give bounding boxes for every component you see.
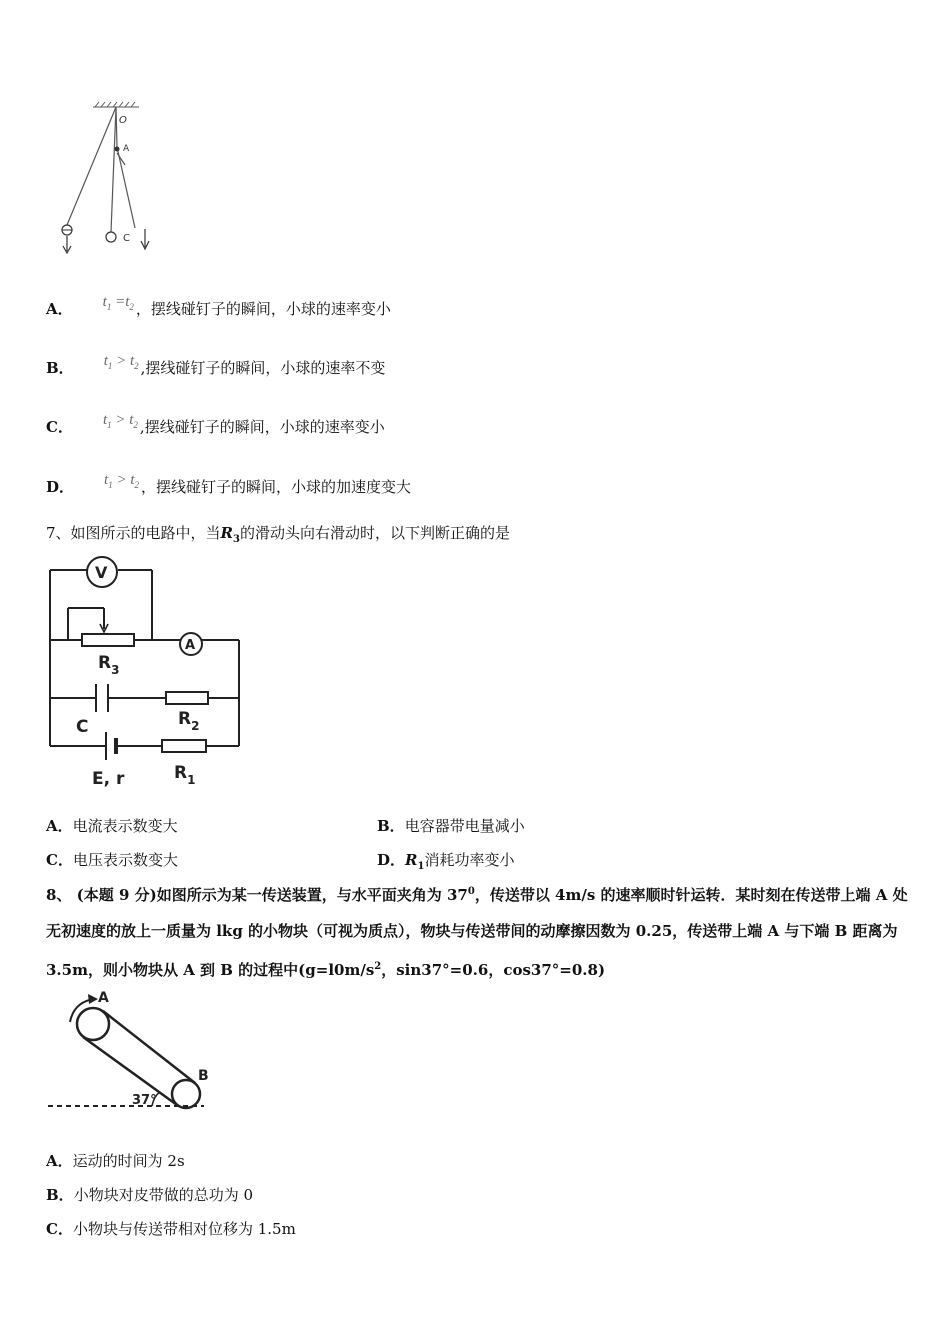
label-angle: 37° bbox=[132, 1093, 157, 1108]
q6-option-c bbox=[46, 412, 385, 438]
label-cap: C bbox=[76, 717, 89, 737]
q6-option-a-text: ，摆线碰钉子的瞬间，小球的速率变小 bbox=[135, 300, 391, 318]
q7-option-b: B．电容器带电量减小 bbox=[377, 817, 525, 835]
label-r2: $R_2$ bbox=[178, 709, 200, 733]
q6-option-a-letter: A． bbox=[46, 300, 73, 318]
q7-question: 7、如图所示的电路中，当$R_3$的滑动头向右滑动时，以下判断正确的是 bbox=[46, 524, 510, 545]
conveyor-figure bbox=[44, 988, 219, 1116]
ammeter-label: A bbox=[185, 638, 196, 653]
q6-option-b bbox=[46, 353, 386, 379]
resistor-r3 bbox=[82, 634, 134, 646]
q8-option-c: C．小物块与传送带相对位移为 1.5m bbox=[46, 1220, 296, 1238]
label-r1: $R_1$ bbox=[174, 763, 196, 787]
q6-option-b-text: ,摆线碰钉子的瞬间，小球的速率不变 bbox=[140, 359, 386, 377]
label-o: O bbox=[119, 115, 127, 126]
q6-option-b-letter: B． bbox=[46, 359, 74, 377]
label-r3: $R_3$ bbox=[98, 653, 120, 677]
q8-question: 8、 (本题 9 分)如图所示为某一传送装置，与水平面夹角为 $37^0$，传送带以 4m/s 的速率顺时针运转．某时刻在传送带上端 A 处无初速度的放上一质量为 lkg 的小物块（可视为质点），物块与传送带间的动摩擦因数为 0.25，传送带上端 A 与下端 B 距离为 3.5m，则小物块从 A 到 B 的过程中($g=l0m/s^2$，sin37°=0.6，cos37°=0.8) bbox=[46, 886, 908, 979]
q7-option-d: D．$R_1$消耗功率变小 bbox=[377, 851, 515, 872]
q7-option-a: A．电流表示数变大 bbox=[46, 817, 178, 835]
ceiling-hatch bbox=[93, 102, 139, 107]
label-belt-a: A bbox=[98, 990, 109, 1006]
pendulum-figure bbox=[55, 95, 165, 265]
label-c: C bbox=[123, 233, 130, 244]
q6-option-c-letter: C． bbox=[46, 418, 73, 436]
q8-option-a: A．运动的时间为 2s bbox=[46, 1152, 185, 1170]
resistor-r2 bbox=[166, 692, 208, 704]
q6-option-a-math: $t_1 =t_2$ bbox=[102, 294, 134, 312]
resistor-r1 bbox=[162, 740, 206, 752]
label-belt-b: B bbox=[198, 1068, 209, 1084]
label-a: A bbox=[123, 144, 130, 154]
q6-option-b-math: $t_1 > t_2$ bbox=[103, 353, 139, 371]
q6-option-c-math: $t_1 > t_2$ bbox=[102, 412, 138, 430]
q6-option-d-text: ，摆线碰钉子的瞬间，小球的加速度变大 bbox=[140, 478, 411, 496]
q6-option-d bbox=[46, 472, 411, 498]
voltmeter-label: V bbox=[95, 563, 108, 582]
label-battery: E, r bbox=[92, 769, 125, 789]
circuit-diagram bbox=[44, 556, 249, 796]
q7-option-c: C．电压表示数变大 bbox=[46, 851, 178, 869]
q8-option-b: B．小物块对皮带做的总功为 0 bbox=[46, 1186, 254, 1204]
q6-option-c-text: ,摆线碰钉子的瞬间，小球的速率变小 bbox=[139, 418, 385, 436]
q6-option-a bbox=[46, 294, 391, 320]
nail-a bbox=[115, 147, 120, 152]
q6-option-d-math: $t_1 > t_2$ bbox=[104, 472, 139, 490]
ball-c bbox=[106, 232, 116, 242]
q6-option-d-letter: D． bbox=[46, 478, 75, 496]
